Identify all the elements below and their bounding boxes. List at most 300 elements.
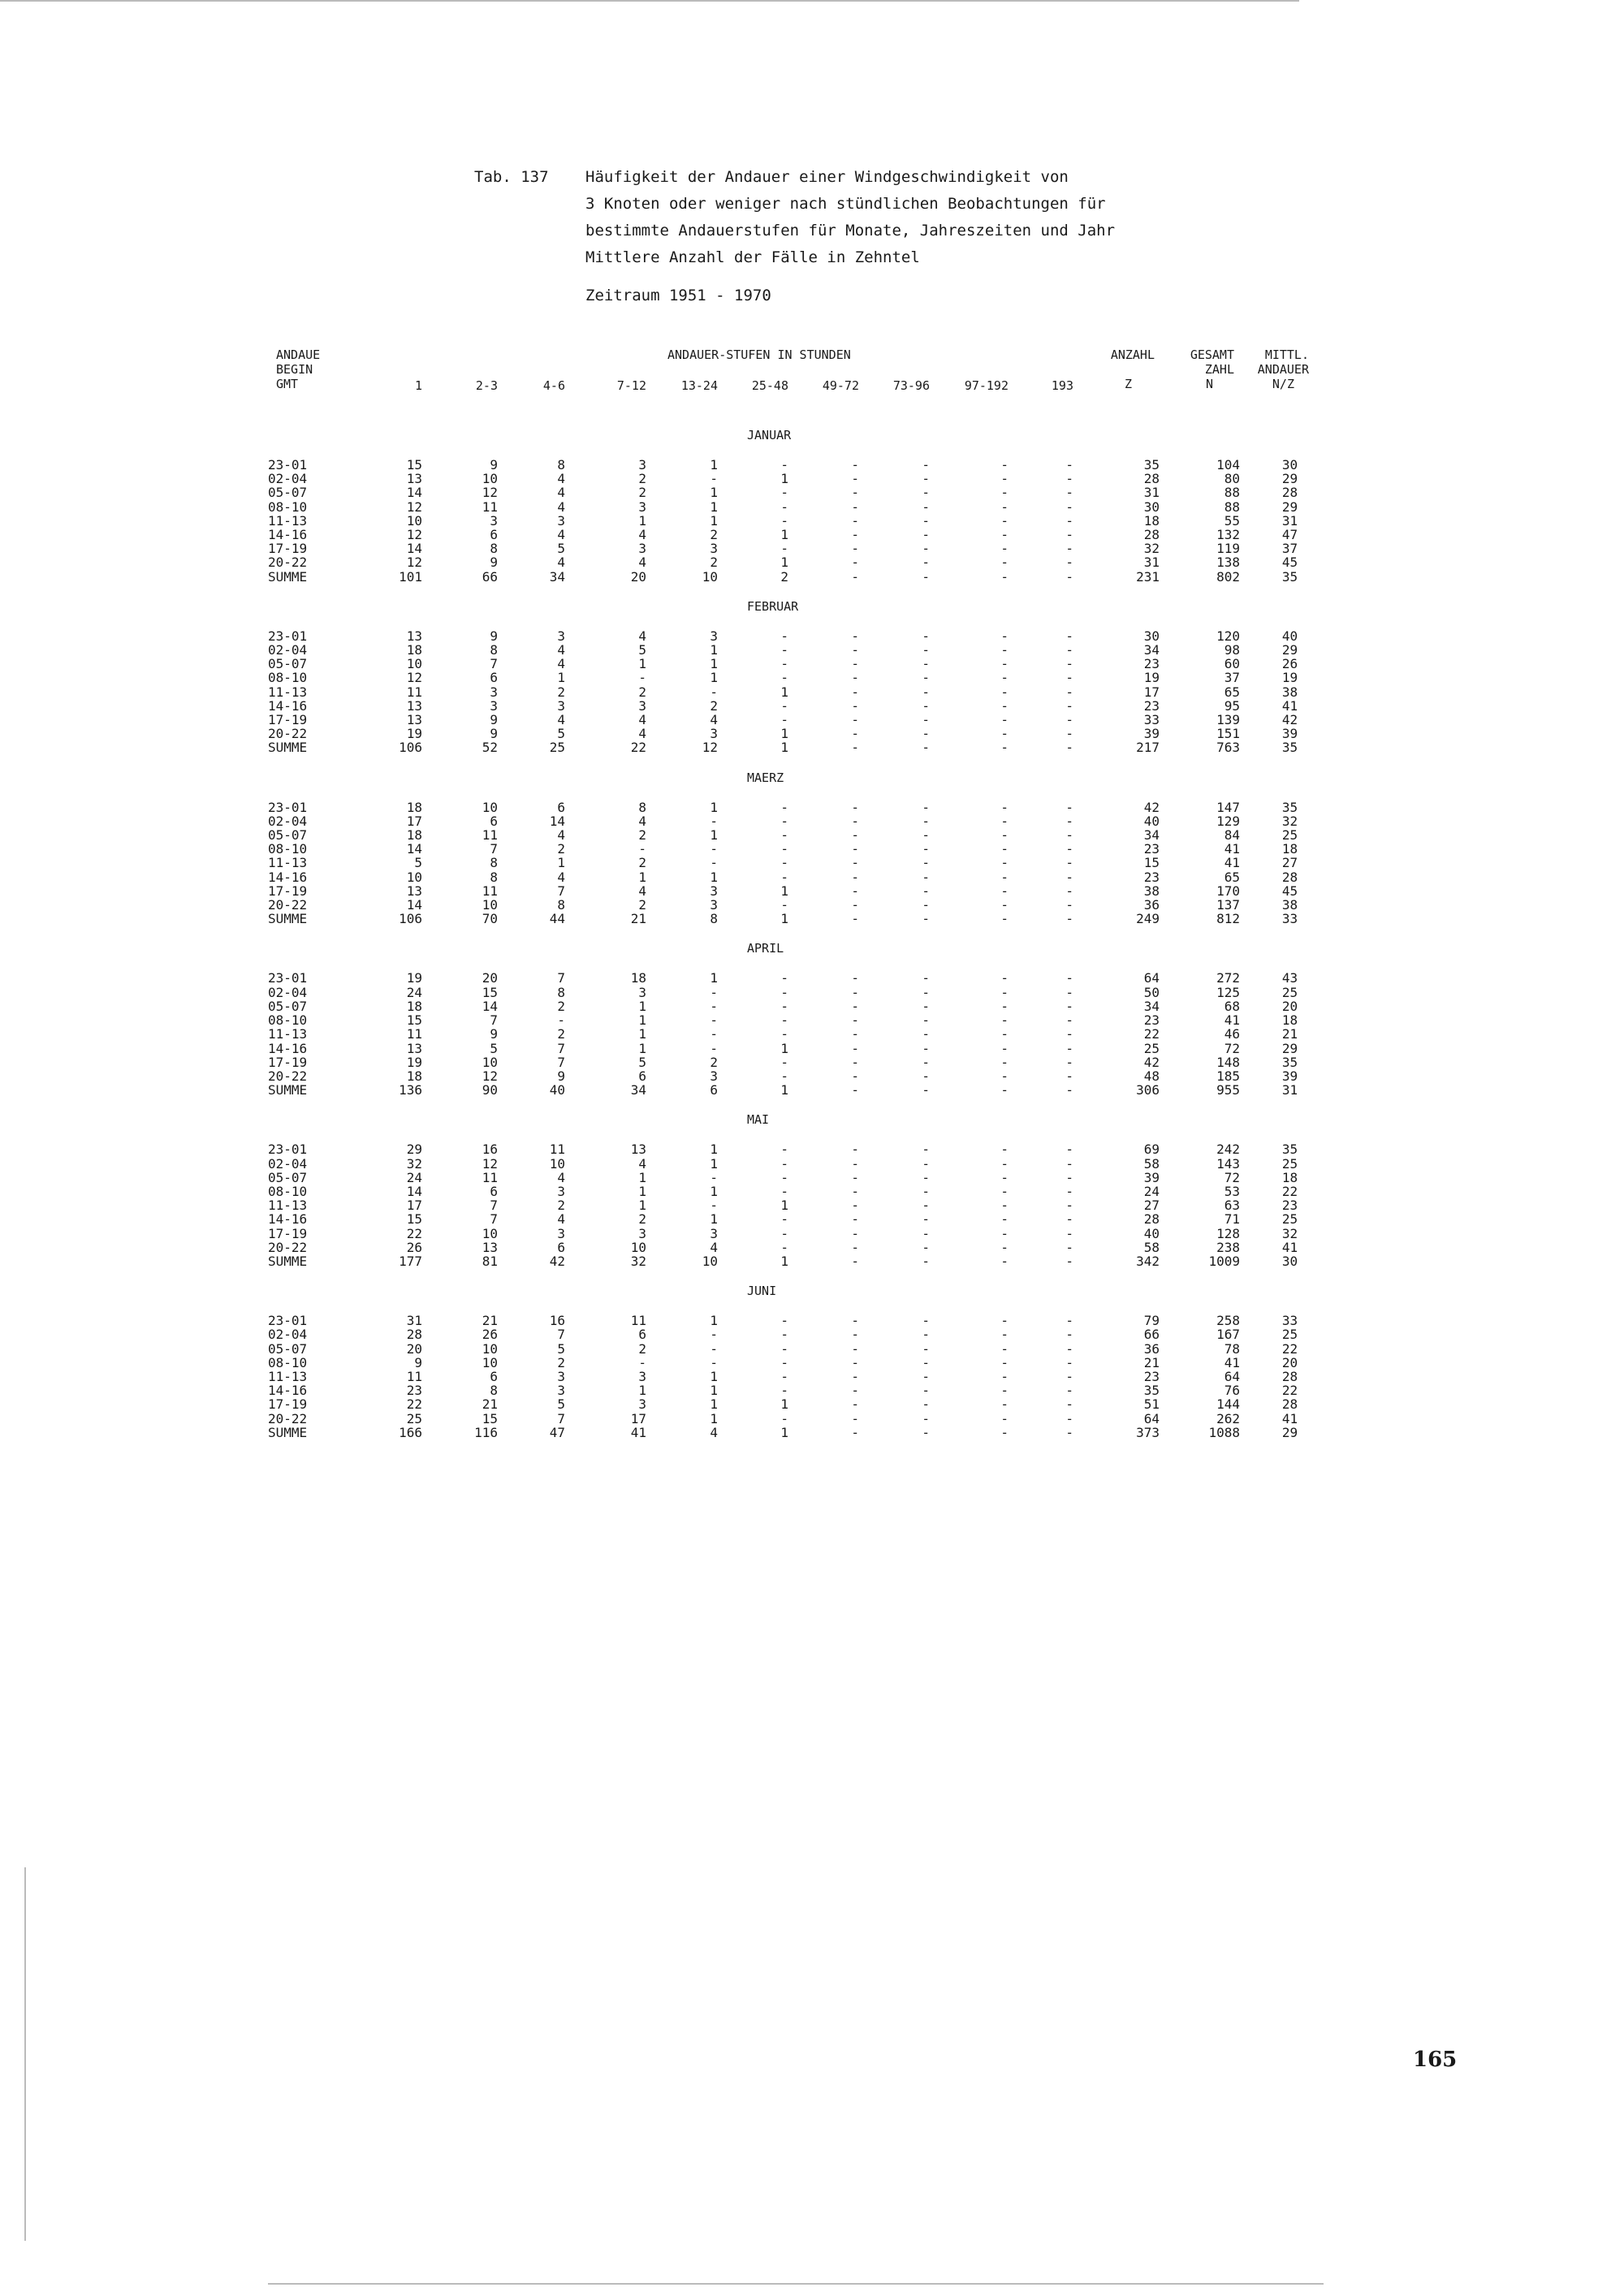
table-cell: - xyxy=(922,869,930,885)
table-cell: - xyxy=(1000,799,1009,815)
header-anzahl-line: Z xyxy=(1124,377,1132,391)
table-cell: 13 xyxy=(406,883,422,899)
table-cell: 35 xyxy=(1143,457,1160,473)
table-cell: 16 xyxy=(549,1313,565,1329)
table-row xyxy=(268,555,1298,569)
table-cell: 3 xyxy=(638,498,646,515)
header-gesamt xyxy=(1163,347,1234,391)
table-cell: - xyxy=(780,1183,788,1199)
table-cell: - xyxy=(1065,1327,1073,1343)
table-cell: 3 xyxy=(638,984,646,1000)
table-cell: 10 xyxy=(482,897,498,913)
table-cell: 25 xyxy=(549,740,565,756)
table-row xyxy=(268,999,1298,1013)
month-heading: MAI xyxy=(747,1112,770,1128)
table-cell: 5 xyxy=(557,541,565,557)
table-cell: 35 xyxy=(1281,740,1298,756)
table-cell: 4 xyxy=(557,527,565,543)
table-cell: 1 xyxy=(638,1026,646,1042)
table-cell: 1 xyxy=(557,855,565,871)
row-label: 02-04 xyxy=(268,1155,308,1172)
table-cell: 802 xyxy=(1216,568,1240,585)
table-cell: - xyxy=(1000,984,1009,1000)
row-label: SUMME xyxy=(268,1424,308,1440)
table-cell: - xyxy=(922,1340,930,1357)
table-cell: - xyxy=(851,541,859,557)
table-cell: - xyxy=(851,1068,859,1084)
table-cell: - xyxy=(1000,1239,1009,1255)
table-cell: - xyxy=(922,1383,930,1399)
table-cell: 7 xyxy=(557,1040,565,1056)
table-cell: 6 xyxy=(638,1327,646,1343)
row-label: 08-10 xyxy=(268,1012,308,1029)
table-cell: 2 xyxy=(557,684,565,700)
table-cell: - xyxy=(780,1169,788,1185)
table-cell: - xyxy=(1000,1211,1009,1228)
table-cell: 6 xyxy=(490,1183,498,1199)
table-cell: - xyxy=(1000,1354,1009,1370)
table-cell: - xyxy=(851,883,859,899)
row-label: 02-04 xyxy=(268,642,308,658)
table-cell: 33 xyxy=(1281,1313,1298,1329)
row-label: SUMME xyxy=(268,1082,308,1098)
table-cell: 4 xyxy=(638,813,646,829)
table-cell: - xyxy=(922,541,930,557)
table-cell: - xyxy=(1065,1340,1073,1357)
table-row xyxy=(268,828,1298,842)
table-cell: 242 xyxy=(1216,1142,1240,1158)
table-cell: 38 xyxy=(1281,897,1298,913)
table-cell: 4 xyxy=(557,642,565,658)
table-cell: 42 xyxy=(1143,1054,1160,1070)
table-cell: - xyxy=(1065,568,1073,585)
table-cell: 23 xyxy=(1143,656,1160,672)
row-label: 08-10 xyxy=(268,1183,308,1199)
table-row xyxy=(268,500,1298,514)
row-label: 11-13 xyxy=(268,684,308,700)
table-cell: - xyxy=(1000,1225,1009,1241)
table-cell: 29 xyxy=(1281,1040,1298,1056)
table-cell: 4 xyxy=(557,498,565,515)
table-cell: - xyxy=(780,1313,788,1329)
table-cell: 4 xyxy=(710,1239,718,1255)
table-cell: - xyxy=(851,1082,859,1098)
table-cell: 19 xyxy=(1143,670,1160,686)
table-cell: - xyxy=(780,855,788,871)
table-cell: - xyxy=(922,1169,930,1185)
table-cell: 32 xyxy=(1281,1225,1298,1241)
table-cell: 55 xyxy=(1224,512,1240,529)
table-row xyxy=(268,643,1298,657)
table-cell: - xyxy=(1065,498,1073,515)
table-cell: 10 xyxy=(549,1155,565,1172)
table-row xyxy=(268,528,1298,542)
table-cell: 7 xyxy=(490,1211,498,1228)
table-row xyxy=(268,1327,1298,1341)
scan-edge-bottom xyxy=(268,2283,1324,2285)
table-row xyxy=(268,685,1298,699)
table-cell: - xyxy=(922,1354,930,1370)
table-cell: - xyxy=(851,984,859,1000)
table-cell: 24 xyxy=(406,1169,422,1185)
table-cell: - xyxy=(780,984,788,1000)
table-cell: 9 xyxy=(490,1026,498,1042)
table-cell: 64 xyxy=(1143,1410,1160,1426)
table-cell: 66 xyxy=(1143,1327,1160,1343)
table-cell: 147 xyxy=(1216,799,1240,815)
table-cell: - xyxy=(851,1368,859,1384)
column-header-cell: 2-3 xyxy=(475,378,498,393)
table-cell: 37 xyxy=(1281,541,1298,557)
table-cell: - xyxy=(922,1142,930,1158)
table-cell: - xyxy=(1000,684,1009,700)
table-cell: 15 xyxy=(406,1211,422,1228)
table-cell: - xyxy=(851,670,859,686)
row-label: 14-16 xyxy=(268,1211,308,1228)
table-cell: 1 xyxy=(638,1383,646,1399)
table-cell: - xyxy=(780,1340,788,1357)
table-cell: 148 xyxy=(1216,1054,1240,1070)
table-cell: 35 xyxy=(1281,1054,1298,1070)
table-cell: 3 xyxy=(638,541,646,557)
table-cell: - xyxy=(1000,726,1009,742)
header-anzahl-line: ANZAHL xyxy=(1110,347,1155,362)
table-cell: - xyxy=(851,485,859,501)
table-cell: 6 xyxy=(557,799,565,815)
table-cell: - xyxy=(780,1354,788,1370)
row-label: 23-01 xyxy=(268,799,308,815)
table-cell: 18 xyxy=(1281,1169,1298,1185)
table-cell: 18 xyxy=(630,970,646,986)
table-cell: - xyxy=(1000,1327,1009,1343)
table-cell: - xyxy=(1065,684,1073,700)
table-cell: 2 xyxy=(638,897,646,913)
month-heading: APRIL xyxy=(747,941,784,956)
table-cell: 28 xyxy=(1143,527,1160,543)
table-cell: 72 xyxy=(1224,1040,1240,1056)
table-cell: 41 xyxy=(1224,1012,1240,1029)
month-heading-row xyxy=(268,1268,1298,1314)
table-cell: - xyxy=(1065,1198,1073,1214)
table-row xyxy=(268,1212,1298,1226)
row-label: SUMME xyxy=(268,568,308,585)
table-cell: 3 xyxy=(557,1183,565,1199)
table-cell: - xyxy=(1000,1340,1009,1357)
table-cell: 4 xyxy=(557,869,565,885)
table-cell: 13 xyxy=(406,628,422,644)
table-cell: - xyxy=(1000,970,1009,986)
table-cell: 1 xyxy=(710,1142,718,1158)
table-cell: 2 xyxy=(557,1354,565,1370)
table-cell: - xyxy=(1065,1068,1073,1084)
table-cell: 6 xyxy=(490,1368,498,1384)
table-cell: 4 xyxy=(557,712,565,728)
table-cell: - xyxy=(851,897,859,913)
table-cell: 42 xyxy=(1281,712,1298,728)
table-cell: 33 xyxy=(1143,712,1160,728)
table-cell: 8 xyxy=(490,1383,498,1399)
table-cell: 43 xyxy=(1281,970,1298,986)
table-cell: 1 xyxy=(638,512,646,529)
table-cell: 217 xyxy=(1136,740,1160,756)
table-cell: 3 xyxy=(638,1225,646,1241)
table-cell: 3 xyxy=(557,1225,565,1241)
table-cell: 41 xyxy=(1281,1410,1298,1426)
table-cell: - xyxy=(1065,1082,1073,1098)
table-cell: - xyxy=(1065,813,1073,829)
table-cell: 6 xyxy=(710,1082,718,1098)
table-cell: - xyxy=(1000,697,1009,714)
table-cell: - xyxy=(1000,1396,1009,1413)
table-cell: - xyxy=(1000,555,1009,571)
caption-text xyxy=(585,164,1268,309)
table-cell: 14 xyxy=(482,998,498,1014)
table-cell: 18 xyxy=(1281,1012,1298,1029)
table-cell: 51 xyxy=(1143,1396,1160,1413)
row-label: 17-19 xyxy=(268,1054,308,1070)
table-cell: 18 xyxy=(406,642,422,658)
row-label: 20-22 xyxy=(268,726,308,742)
table-cell: - xyxy=(922,897,930,913)
table-cell: - xyxy=(851,712,859,728)
table-cell: - xyxy=(780,712,788,728)
table-row xyxy=(268,486,1298,499)
table-cell: 22 xyxy=(1143,1026,1160,1042)
table-cell: 11 xyxy=(630,1313,646,1329)
table-cell: - xyxy=(1000,1142,1009,1158)
table-cell: 13 xyxy=(406,1040,422,1056)
table-cell: 1 xyxy=(710,485,718,501)
table-cell: - xyxy=(1065,555,1073,571)
table-cell: 10 xyxy=(482,1340,498,1357)
table-cell: 23 xyxy=(1143,869,1160,885)
table-cell: - xyxy=(1000,813,1009,829)
column-header-cell: 97-192 xyxy=(964,378,1009,393)
table-cell: - xyxy=(780,1410,788,1426)
table-cell: 1 xyxy=(780,555,788,571)
table-cell: - xyxy=(780,970,788,986)
table-cell: 28 xyxy=(1143,471,1160,487)
table-cell: 17 xyxy=(1143,684,1160,700)
table-row xyxy=(268,1342,1298,1356)
table-cell: 1009 xyxy=(1208,1253,1240,1269)
table-cell: 15 xyxy=(482,1410,498,1426)
row-label: 11-13 xyxy=(268,512,308,529)
row-label: 05-07 xyxy=(268,485,308,501)
table-cell: 120 xyxy=(1216,628,1240,644)
column-header-cell: 25-48 xyxy=(751,378,788,393)
table-cell: 4 xyxy=(638,555,646,571)
table-cell: 3 xyxy=(710,1225,718,1241)
table-cell: 20 xyxy=(1281,1354,1298,1370)
row-label: 17-19 xyxy=(268,541,308,557)
table-cell: - xyxy=(1065,1211,1073,1228)
table-cell: 30 xyxy=(1143,498,1160,515)
row-label: 02-04 xyxy=(268,471,308,487)
table-cell: 144 xyxy=(1216,1396,1240,1413)
row-label: 17-19 xyxy=(268,1396,308,1413)
table-cell: 138 xyxy=(1216,555,1240,571)
table-cell: 4 xyxy=(710,712,718,728)
table-cell: 2 xyxy=(780,568,788,585)
row-label: 11-13 xyxy=(268,1026,308,1042)
table-cell: 955 xyxy=(1216,1082,1240,1098)
table-cell: - xyxy=(1000,841,1009,857)
caption-line: bestimmte Andauerstufen für Monate, Jahreszeiten und Jahr xyxy=(585,222,1116,240)
table-cell: - xyxy=(851,1327,859,1343)
table-cell: - xyxy=(922,555,930,571)
table-cell: 36 xyxy=(1143,1340,1160,1357)
table-cell: 22 xyxy=(406,1225,422,1241)
row-label: 08-10 xyxy=(268,841,308,857)
table-row xyxy=(268,1412,1298,1426)
row-label: 20-22 xyxy=(268,1239,308,1255)
table-cell: 30 xyxy=(1281,457,1298,473)
table-cell: - xyxy=(1000,998,1009,1014)
table-cell: - xyxy=(1065,485,1073,501)
table-cell: - xyxy=(1000,855,1009,871)
table-cell: 88 xyxy=(1224,498,1240,515)
table-cell: 1 xyxy=(780,883,788,899)
table-cell: 10 xyxy=(482,799,498,815)
table-cell: 70 xyxy=(482,911,498,927)
table-cell: 2 xyxy=(710,555,718,571)
table-cell: 3 xyxy=(490,697,498,714)
table-cell: - xyxy=(922,628,930,644)
table-cell: - xyxy=(1065,1383,1073,1399)
table-cell: 4 xyxy=(638,527,646,543)
table-cell: 13 xyxy=(406,697,422,714)
table-row xyxy=(268,1198,1298,1212)
table-cell: 10 xyxy=(702,1253,718,1269)
table-cell: 23 xyxy=(1143,697,1160,714)
header-anzahl xyxy=(1088,347,1155,391)
table-row xyxy=(268,1227,1298,1241)
table-cell: - xyxy=(710,684,718,700)
table-cell: 41 xyxy=(1224,841,1240,857)
table-cell: 5 xyxy=(557,1340,565,1357)
table-cell: - xyxy=(1065,911,1073,927)
table-cell: 15 xyxy=(406,457,422,473)
table-cell: 29 xyxy=(1281,1424,1298,1440)
table-cell: - xyxy=(1065,1012,1073,1029)
table-cell: 1 xyxy=(780,527,788,543)
table-cell: 4 xyxy=(557,485,565,501)
table-cell: 812 xyxy=(1216,911,1240,927)
table-cell: 10 xyxy=(482,471,498,487)
table-cell: 4 xyxy=(638,712,646,728)
table-cell: 3 xyxy=(710,1068,718,1084)
table-cell: 65 xyxy=(1224,684,1240,700)
table-cell: 15 xyxy=(1143,855,1160,871)
table-cell: - xyxy=(780,670,788,686)
table-cell: - xyxy=(851,1424,859,1440)
table-cell: 6 xyxy=(490,670,498,686)
table-cell: 66 xyxy=(482,568,498,585)
table-cell: 128 xyxy=(1216,1225,1240,1241)
row-label: SUMME xyxy=(268,911,308,927)
header-mittl-line: ANDAUER xyxy=(1257,362,1309,377)
table-cell: 258 xyxy=(1216,1313,1240,1329)
table-cell: 9 xyxy=(557,1068,565,1084)
table-cell: - xyxy=(1000,883,1009,899)
table-row xyxy=(268,727,1298,740)
table-cell: 763 xyxy=(1216,740,1240,756)
table-cell: 1 xyxy=(710,642,718,658)
column-header-cell: 4-6 xyxy=(542,378,565,393)
table-cell: 12 xyxy=(482,485,498,501)
table-cell: - xyxy=(922,485,930,501)
table-cell: 41 xyxy=(1281,1239,1298,1255)
table-cell: 2 xyxy=(557,998,565,1014)
table-cell: 5 xyxy=(638,642,646,658)
header-gesamt-line: N xyxy=(1205,377,1213,391)
table-cell: - xyxy=(780,541,788,557)
table-cell: - xyxy=(851,498,859,515)
table-row xyxy=(268,1356,1298,1370)
table-cell: 19 xyxy=(406,726,422,742)
table-cell: 3 xyxy=(710,883,718,899)
table-cell: 3 xyxy=(710,897,718,913)
table-cell: - xyxy=(922,1040,930,1056)
table-cell: - xyxy=(1065,869,1073,885)
table-cell: - xyxy=(851,1239,859,1255)
table-cell: 14 xyxy=(406,841,422,857)
table-cell: - xyxy=(638,670,646,686)
table-row xyxy=(268,842,1298,856)
table-cell: 6 xyxy=(490,813,498,829)
table-cell: - xyxy=(1065,656,1073,672)
month-heading-row xyxy=(268,584,1298,629)
row-label: 20-22 xyxy=(268,1410,308,1426)
table-cell: 12 xyxy=(406,527,422,543)
table-cell: - xyxy=(851,726,859,742)
table-cell: 167 xyxy=(1216,1327,1240,1343)
table-cell: - xyxy=(1065,855,1073,871)
row-label: 23-01 xyxy=(268,1313,308,1329)
table-row xyxy=(268,671,1298,684)
table-cell: 25 xyxy=(1281,1211,1298,1228)
table-cell: 65 xyxy=(1224,869,1240,885)
month-heading-row xyxy=(268,412,1298,458)
table-cell: 7 xyxy=(490,841,498,857)
table-cell: - xyxy=(1065,1313,1073,1329)
table-cell: 19 xyxy=(1281,670,1298,686)
table-cell: - xyxy=(1065,512,1073,529)
table-cell: - xyxy=(1065,1142,1073,1158)
table-row xyxy=(268,713,1298,727)
table-cell: 1 xyxy=(638,1012,646,1029)
table-cell: 40 xyxy=(1143,813,1160,829)
table-cell: - xyxy=(851,1253,859,1269)
table-cell: - xyxy=(780,1054,788,1070)
table-cell: 106 xyxy=(399,740,422,756)
table-cell: 50 xyxy=(1143,984,1160,1000)
table-row xyxy=(268,870,1298,884)
header-label-line: GMT xyxy=(276,377,299,391)
table-cell: - xyxy=(1065,1026,1073,1042)
table-cell: 10 xyxy=(482,1354,498,1370)
table-cell: 1 xyxy=(780,1082,788,1098)
table-cell: - xyxy=(1065,1155,1073,1172)
table-row xyxy=(268,1241,1298,1254)
sum-row xyxy=(268,1426,1298,1439)
table-cell: 20 xyxy=(630,568,646,585)
table-row xyxy=(268,986,1298,999)
table-cell: - xyxy=(922,1410,930,1426)
table-cell: 33 xyxy=(1281,911,1298,927)
page-number: 165 xyxy=(1413,2048,1458,2072)
